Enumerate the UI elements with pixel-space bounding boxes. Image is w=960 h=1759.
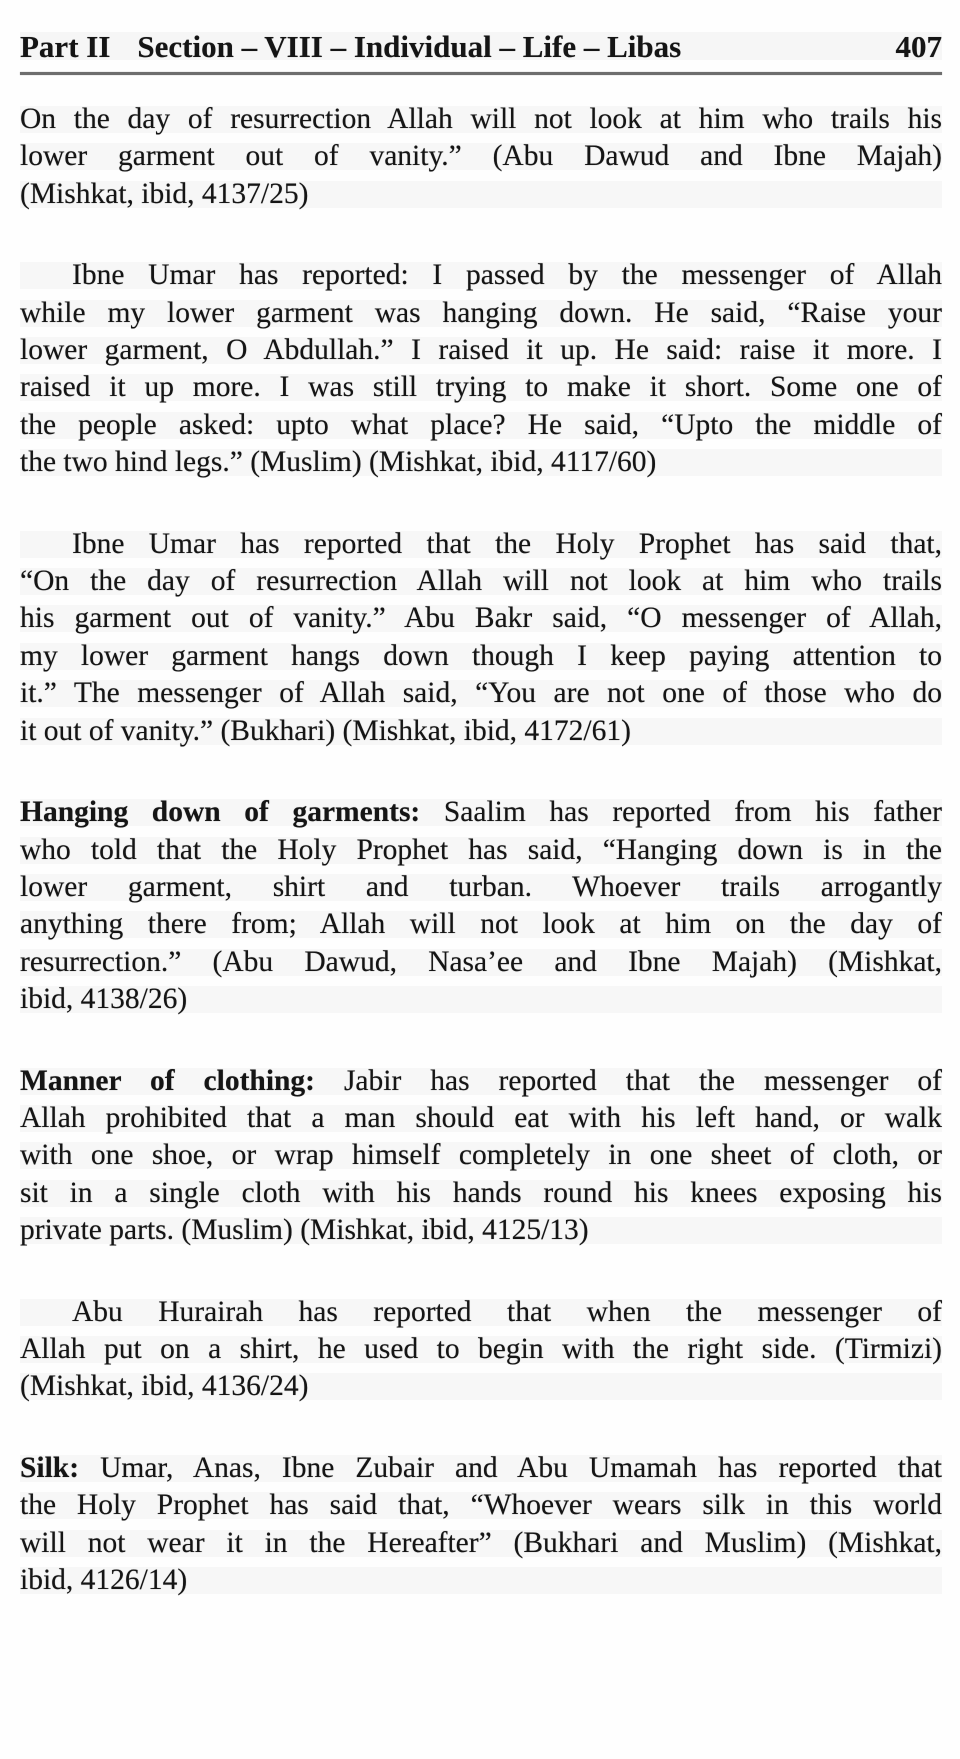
text-segment: with one shoe, or wrap himself completely in one sheet of cloth, or	[20, 1139, 942, 1172]
text-segment: lower garment out of vanity.” (Abu Dawud and Ibne Majah)	[20, 140, 942, 173]
text-line	[20, 1100, 942, 1137]
paragraph	[20, 794, 942, 1018]
text-segment: sit in a single cloth with his hands round his knees exposing his	[20, 1176, 942, 1209]
text-segment: while my lower garment was hanging down. He said, “Raise your	[20, 296, 942, 329]
paragraph	[20, 526, 942, 750]
text-line	[20, 332, 942, 369]
text-line	[20, 1450, 942, 1487]
text-line	[20, 675, 942, 712]
text-line	[20, 369, 942, 406]
bold-lead-text: Silk:	[20, 1451, 80, 1484]
text-line	[20, 1212, 942, 1249]
text-segment: lower garment, shirt and turban. Whoever trails arrogantly	[20, 870, 942, 903]
paragraph	[20, 1450, 942, 1600]
text-segment: Allah prohibited that a man should eat with his left hand, or walk	[20, 1101, 942, 1134]
text-line	[20, 1368, 942, 1405]
text-segment: the people asked: upto what place? He said, “Upto the middle of	[20, 408, 942, 441]
text-line	[20, 1137, 942, 1174]
text-segment: the Holy Prophet has said that, “Whoever wears silk in this world	[20, 1489, 942, 1522]
page-body	[20, 101, 942, 1599]
text-line	[20, 944, 942, 981]
text-line	[20, 981, 942, 1018]
bold-lead-text: Manner of clothing:	[20, 1064, 315, 1097]
text-segment: resurrection.” (Abu Dawud, Nasa’ee and Ibne Majah) (Mishkat,	[20, 945, 942, 978]
text-segment: (Mishkat, ibid, 4136/24)	[20, 1370, 309, 1403]
bold-lead-text: Hanging down of garments:	[20, 796, 421, 829]
text-line	[20, 600, 942, 637]
text-segment: lower garment, O Abdullah.” I raised it up. He said: raise it more. I	[20, 334, 942, 367]
text-line	[20, 101, 942, 138]
text-segment: ibid, 4138/26)	[20, 983, 188, 1016]
text-line	[20, 138, 942, 175]
text-segment: private parts. (Muslim) (Mishkat, ibid, 4125/13)	[20, 1214, 589, 1247]
text-line	[20, 176, 942, 213]
paragraph	[20, 257, 942, 481]
text-line	[20, 407, 942, 444]
text-segment: ibid, 4126/14)	[20, 1564, 188, 1596]
text-segment: will not wear it in the Hereafter” (Bukhari and Muslim) (Mishkat,	[20, 1526, 942, 1559]
text-segment: anything there from; Allah will not look at him on the day of	[20, 908, 942, 941]
text-line	[20, 1331, 942, 1368]
text-line	[20, 1562, 942, 1599]
text-line	[20, 1487, 942, 1524]
text-segment: who told that the Holy Prophet has said, “Hanging down is in the	[20, 833, 942, 866]
text-segment: Ibne Umar has reported that the Holy Prophet has said that,	[72, 527, 942, 560]
text-segment: Jabir has reported that the messenger of	[315, 1064, 942, 1097]
text-line	[20, 638, 942, 675]
text-line	[20, 563, 942, 600]
text-line	[20, 794, 942, 831]
text-segment: On the day of resurrection Allah will not look at him who trails his	[20, 103, 942, 135]
header-rule	[20, 72, 942, 75]
page-header	[20, 30, 942, 63]
paragraph	[20, 1063, 942, 1250]
text-line	[20, 869, 942, 906]
text-line	[20, 1525, 942, 1562]
text-line	[20, 444, 942, 481]
text-segment: Saalim has reported from his father	[420, 796, 942, 829]
text-line	[20, 832, 942, 869]
text-segment: his garment out of vanity.” Abu Bakr said, “O messenger of Allah,	[20, 602, 942, 635]
text-line	[20, 295, 942, 332]
header-part-label: Part II	[20, 29, 111, 64]
text-line	[20, 257, 942, 294]
paragraph	[20, 101, 942, 213]
text-segment: Umar, Anas, Ibne Zubair and Abu Umamah has reported that	[79, 1451, 942, 1484]
text-segment: Ibne Umar has reported: I passed by the messenger of Allah	[72, 259, 942, 292]
header-section-title: Section – VIII – Individual – Life – Libas	[137, 29, 682, 64]
text-segment: “On the day of resurrection Allah will not look at him who trails	[20, 565, 942, 598]
text-line	[20, 1063, 942, 1100]
text-segment: it.” The messenger of Allah said, “You are not one of those who do	[20, 677, 942, 710]
text-segment: it out of vanity.” (Bukhari) (Mishkat, ibid, 4172/61)	[20, 714, 631, 747]
paragraph	[20, 1294, 942, 1406]
text-segment: raised it up more. I was still trying to make it short. Some one of	[20, 371, 942, 404]
text-line	[20, 713, 942, 750]
text-line	[20, 526, 942, 563]
text-line	[20, 906, 942, 943]
page-number: 407	[895, 29, 942, 64]
text-line	[20, 1294, 942, 1331]
text-segment: Allah put on a shirt, he used to begin with the right side. (Tirmizi)	[20, 1332, 942, 1365]
text-line	[20, 1175, 942, 1212]
text-segment: Abu Hurairah has reported that when the messenger of	[72, 1295, 942, 1328]
text-segment: the two hind legs.” (Muslim) (Mishkat, ibid, 4117/60)	[20, 446, 657, 479]
text-segment: (Mishkat, ibid, 4137/25)	[20, 177, 309, 210]
text-segment: my lower garment hangs down though I keep paying attention to	[20, 639, 942, 672]
